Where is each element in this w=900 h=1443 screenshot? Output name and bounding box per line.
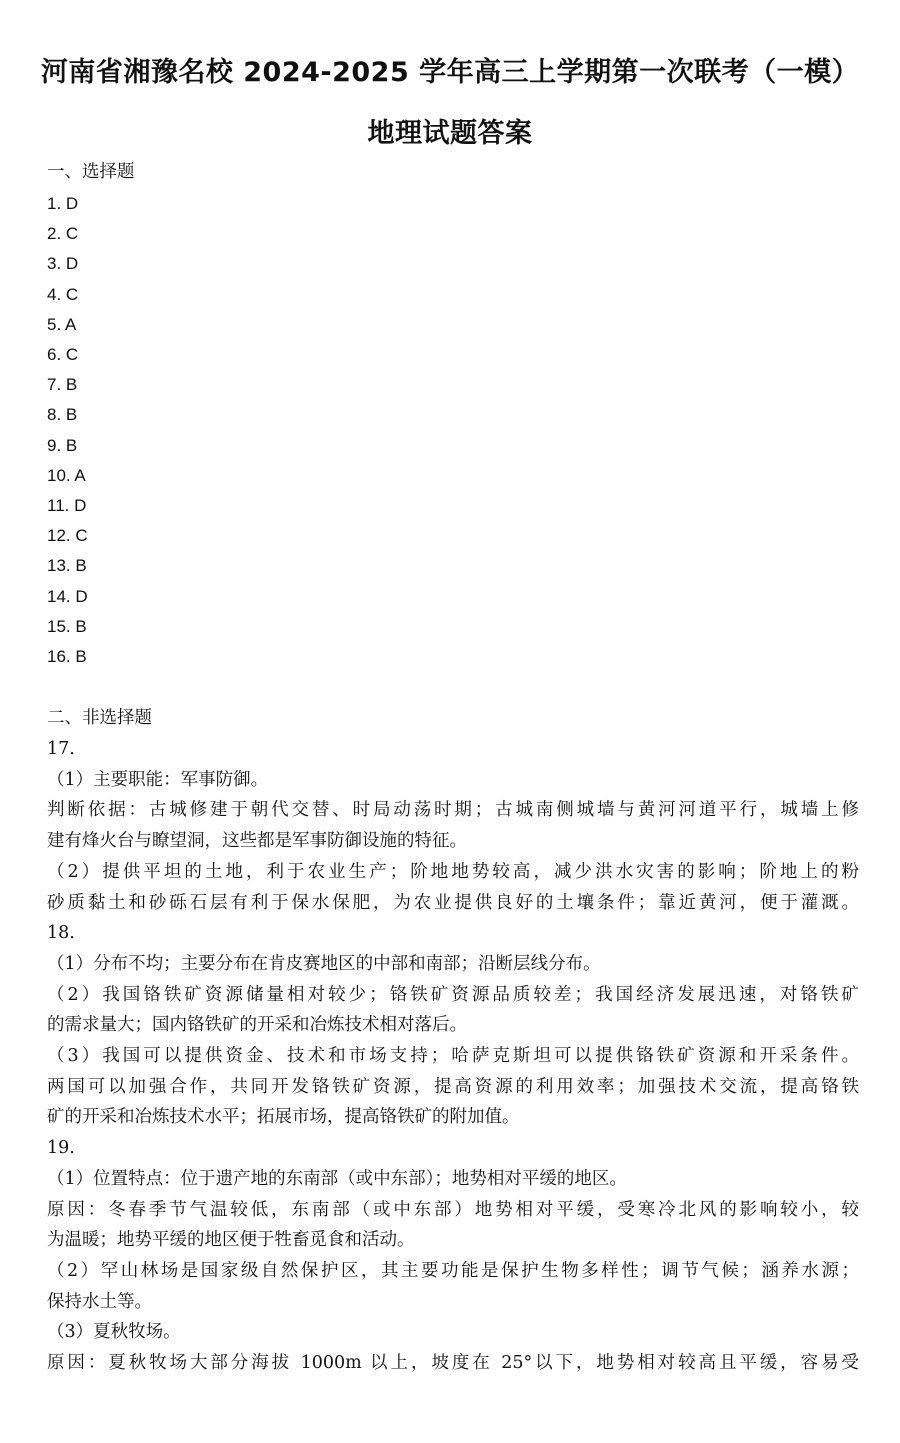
answer-line: 矿的开采和冶炼技术水平；拓展市场，提高铬铁矿的附加值。 [47, 1107, 520, 1128]
answer-item: 12. C [47, 526, 88, 546]
answer-item: 5. A [47, 314, 77, 334]
answer-item: 16. B [47, 647, 87, 666]
answer-line: 为温暖；地势平缓的地区便于牲畜觅食和活动。 [47, 1230, 415, 1251]
answer-line: （1）位置特点：位于遗产地的东南部（或中东部）；地势相对平缓的地区。 [47, 1168, 627, 1189]
answer-line: 原因：夏秋牧场大部分海拔 1000m 以上，坡度在 25°以下，地势相对较高且平缓，容易受 [47, 1353, 859, 1373]
answer-line: 建有烽火台与瞭望洞，这些都是军事防御设施的特征。 [47, 831, 467, 852]
answer-line: 17. [47, 739, 75, 759]
answer-item: 7. B [47, 375, 78, 395]
answer-line: 保持水土等。 [47, 1291, 152, 1312]
answer-item: 9. B [47, 435, 78, 455]
answer-line: 判断依据：古城修建于朝代交替、时局动荡时期；古城南侧城墙与黄河河道平行，城墙上修 [47, 800, 859, 821]
answer-line: 原因：冬春季节气温较低，东南部（或中东部）地势相对平缓，受寒冷北风的影响较小，较 [47, 1199, 859, 1220]
answer-item: 1. D [47, 194, 79, 213]
answer-line: 18. [47, 923, 75, 944]
answer-line: 两国可以加强合作，共同开发铬铁矿资源，提高资源的利用效率；加强技术交流，提高铬铁 [47, 1076, 859, 1097]
answer-item: 11. D [47, 496, 87, 515]
answer-line: 19. [47, 1138, 75, 1159]
answer-item: 6. C [47, 345, 79, 364]
answer-item: 2. C [47, 224, 79, 244]
answer-item: 15. B [47, 616, 87, 636]
answer-item: 14. D [47, 586, 88, 606]
answer-line: （3）夏秋牧场。 [47, 1322, 181, 1343]
answer-item: 13. B [47, 556, 87, 576]
answer-line: （1）分布不均；主要分布在肯皮赛地区的中部和南部；沿断层线分布。 [47, 953, 601, 974]
answer-item: 4. C [47, 284, 79, 304]
answer-line: （3）我国可以提供资金、技术和市场支持；哈萨克斯坦可以提供铬铁矿资源和开采条件。 [47, 1046, 859, 1066]
answer-line: （2）我国铬铁矿资源储量相对较少；铬铁矿资源品质较差；我国经济发展迅速，对铬铁矿 [47, 984, 859, 1005]
section-heading-nonchoice: 二、非选择题 [47, 708, 152, 728]
answer-line: （2）罕山林场是国家级自然保护区，其主要功能是保护生物多样性；调节气候；涵养水源； [47, 1260, 859, 1281]
answer-line: 的需求量大；国内铬铁矿的开采和冶炼技术相对落后。 [47, 1015, 467, 1036]
section-heading-choice: 一、选择题 [47, 162, 135, 182]
answer-line: 砂质黏土和砂砾石层有利于保水保肥，为农业提供良好的土壤条件；靠近黄河，便于灌溉。 [47, 892, 859, 913]
answer-line: （2）提供平坦的土地，利于农业生产；阶地地势较高，减少洪水灾害的影响；阶地上的粉 [47, 861, 859, 882]
answer-item: 8. B [47, 405, 78, 425]
answer-item: 3. D [47, 254, 79, 274]
answer-line: （1）主要职能：军事防御。 [47, 769, 269, 790]
document-subtitle: 地理试题答案 [367, 118, 533, 149]
document-title: 河南省湘豫名校 2024-2025 学年高三上学期第一次联考（一模） [40, 57, 860, 88]
answer-item: 10. A [47, 465, 86, 485]
